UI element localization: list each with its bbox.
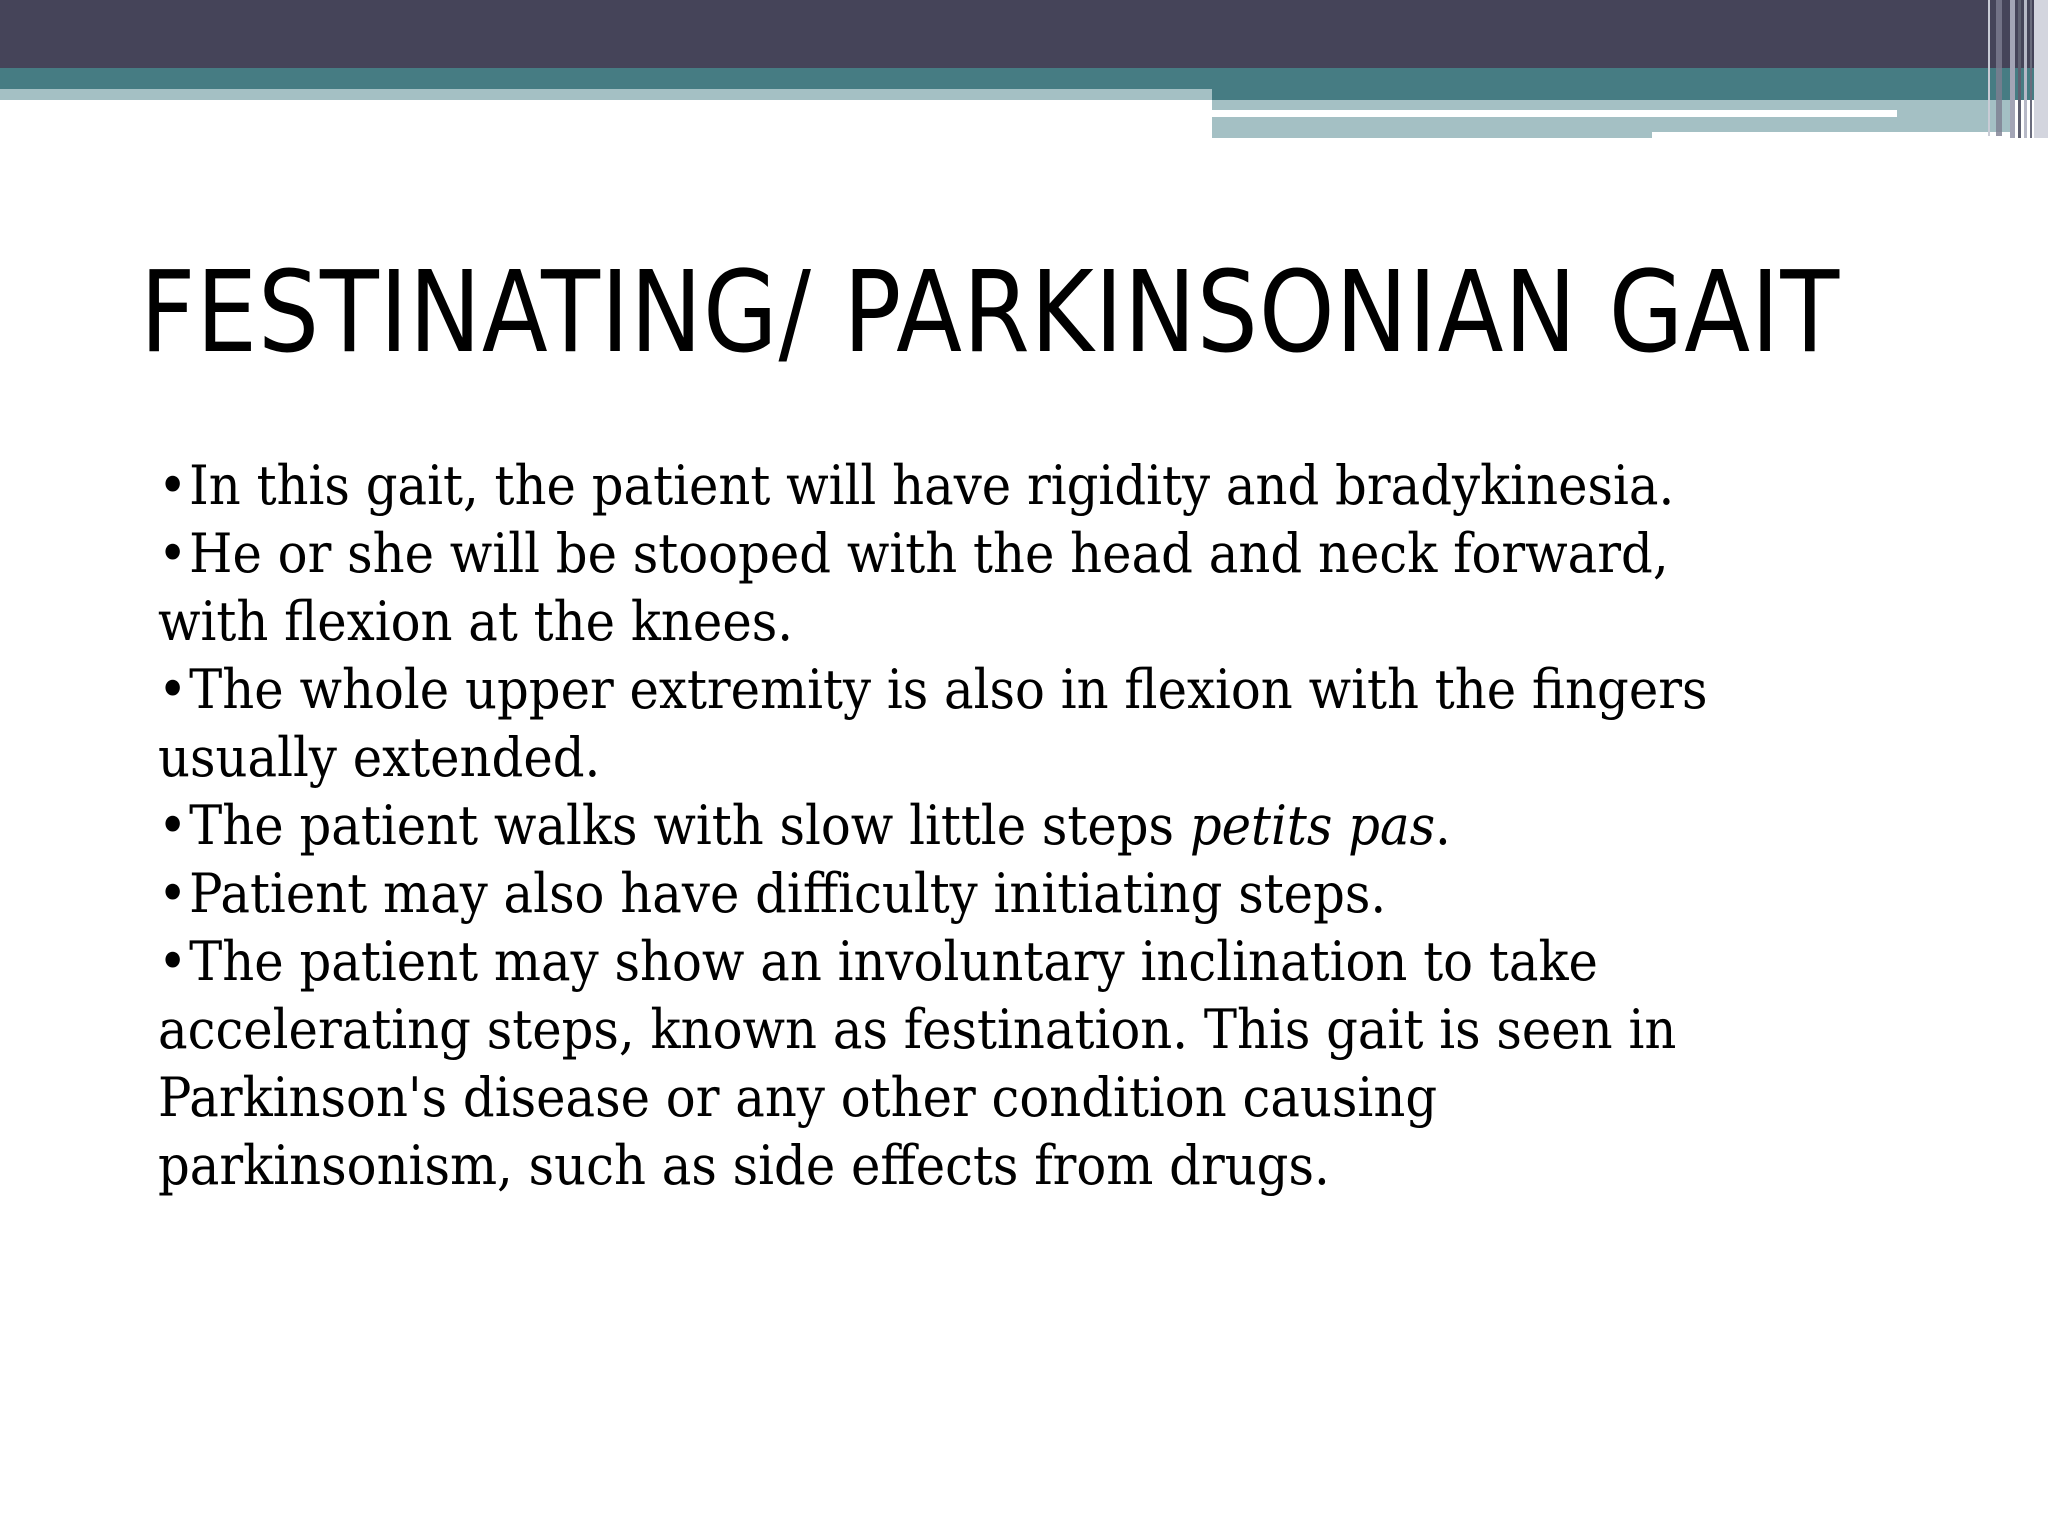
header-light-band-lower-tail	[1212, 132, 1652, 138]
header-vertical-stripe	[2034, 0, 2048, 138]
bullet-icon: •	[158, 794, 188, 857]
bullet-icon: •	[158, 658, 188, 721]
bullet-item	[158, 928, 1722, 1200]
header-vertical-stripe	[1996, 0, 2002, 136]
slide-title: FESTINATING/ PARKINSONIAN GAIT	[140, 248, 1841, 378]
header-light-band-right	[1212, 100, 2010, 110]
header-light-stripe-left	[0, 89, 1212, 100]
bullet-item	[158, 452, 1722, 520]
bullet-text: The patient walks with slow little steps	[189, 794, 1190, 857]
bullet-italic-term: petits pas	[1189, 794, 1436, 857]
bullet-icon: •	[158, 454, 188, 517]
slide-body	[158, 452, 1722, 1200]
bullet-item	[158, 656, 1722, 792]
header-vertical-stripe	[2030, 0, 2032, 138]
bullet-icon: •	[158, 930, 188, 993]
header-light-band-right-2	[1897, 110, 2010, 117]
bullet-text: He or she will be stooped with the head and neck forward, with flexion at the knees.	[158, 522, 1669, 653]
header-dark-band	[0, 0, 2048, 68]
header-white-line	[1212, 110, 1897, 117]
header-vertical-stripe	[2024, 0, 2027, 138]
header-teal-band-left	[0, 68, 1212, 89]
header-vertical-stripe	[1988, 0, 1990, 136]
header-vertical-stripe	[2010, 0, 2015, 138]
header-teal-band-right	[1212, 68, 2048, 100]
bullet-text: In this gait, the patient will have rigidity and bradykinesia.	[189, 454, 1675, 517]
bullet-text-end: .	[1435, 794, 1451, 857]
bullet-item	[158, 860, 1722, 928]
bullet-item	[158, 520, 1722, 656]
header-vertical-stripe	[2018, 0, 2021, 138]
bullet-text: The patient may show an involuntary inclination to take accelerating steps, known as festination. This gait is seen in Parkinson's disease or any other condition causing parkinsonism, such as side effects from drugs.	[158, 930, 1677, 1197]
bullet-icon: •	[158, 522, 188, 585]
bullet-icon: •	[158, 862, 188, 925]
bullet-text: The whole upper extremity is also in flexion with the fingers usually extended.	[158, 658, 1708, 789]
header-light-band-lower	[1212, 117, 2010, 132]
bullet-item	[158, 792, 1722, 860]
bullet-text: Patient may also have difficulty initiating steps.	[189, 862, 1387, 925]
